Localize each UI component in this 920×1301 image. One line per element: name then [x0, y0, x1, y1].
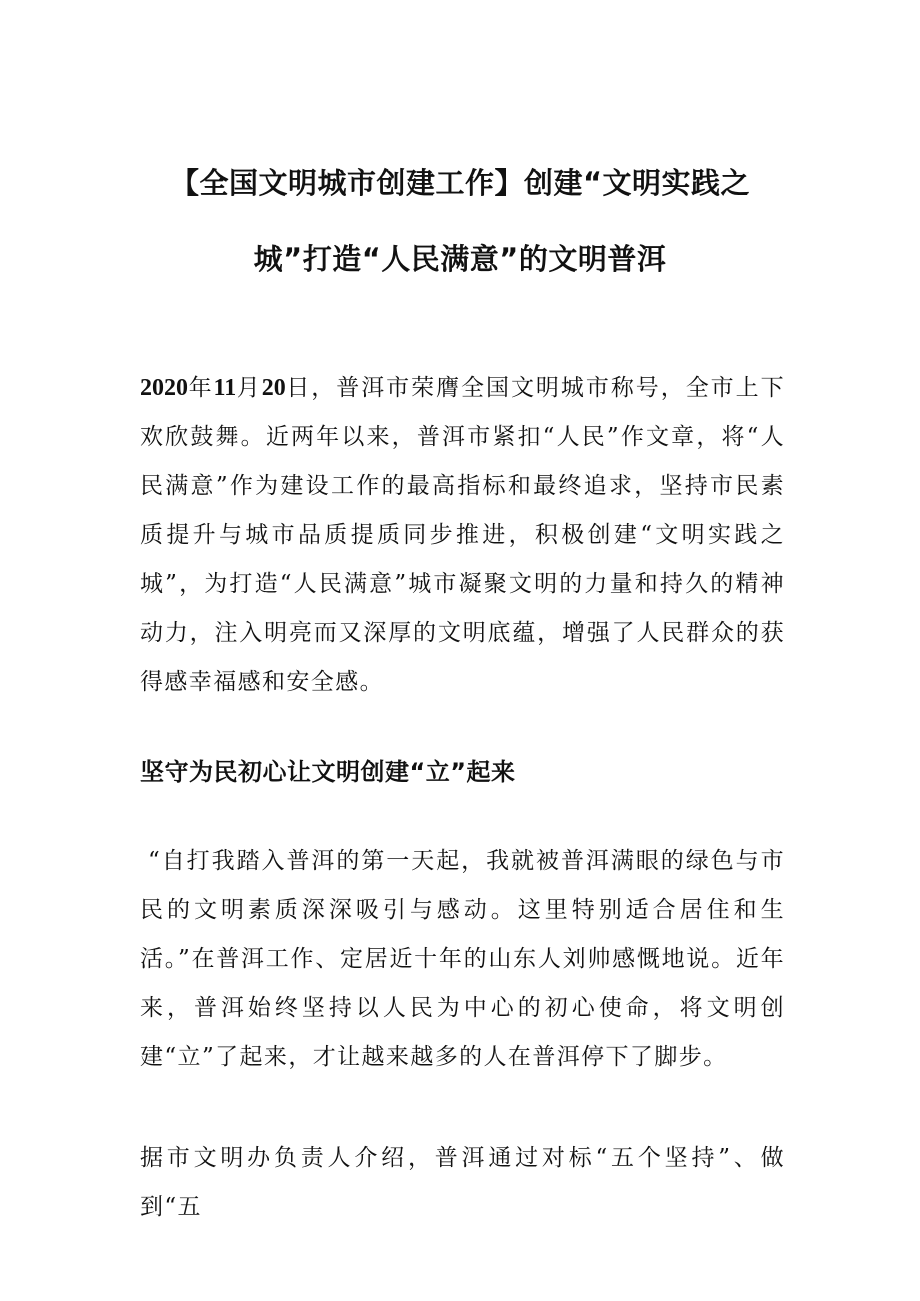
month-number: 11	[213, 375, 237, 401]
day-number: 20	[261, 375, 286, 401]
intro-paragraph	[140, 364, 785, 707]
month-char: 月	[236, 375, 262, 401]
document-title	[140, 145, 780, 297]
title-line-1: 【全国文明城市创建工作】创建“文明实践之	[169, 166, 751, 200]
intro-text: 日，普洱市荣膺全国文明城市称号，全市上下欢欣鼓舞。近两年以来，普洱市紧扣“人民”作文章，将“人民满意”作为建设工作的最高指标和最终追求，坚持市民素质提升与城市品质提质同步推进，积极创建“文明实践之城”，为打造“人民满意”城市凝聚文明的力量和持久的精神动力，注入明亮而又深厚的文明底蕴，增强了人民群众的获得感幸福感和安全感。	[140, 375, 785, 695]
body-paragraph: 据市文明办负责人介绍，普洱通过对标“五个坚持”、做到“五	[140, 1145, 785, 1220]
section-heading: 坚守为民初心让文明创建“立”起来	[140, 758, 516, 786]
year-number: 2020	[140, 375, 188, 401]
year-char: 年	[188, 375, 214, 401]
quote-paragraph: “自打我踏入普洱的第一天起，我就被普洱满眼的绿色与市民的文明素质深深吸引与感动。这里特别适合居住和生活。”在普洱工作、定居近十年的山东人刘帅感慨地说。近年来，普洱始终坚持以人民为中心的初心使命，将文明创建“立”了起来，才让越来越多的人在普洱停下了脚步。	[140, 848, 785, 1070]
title-line-2: 城”打造“人民满意”的文明普洱	[253, 242, 667, 276]
